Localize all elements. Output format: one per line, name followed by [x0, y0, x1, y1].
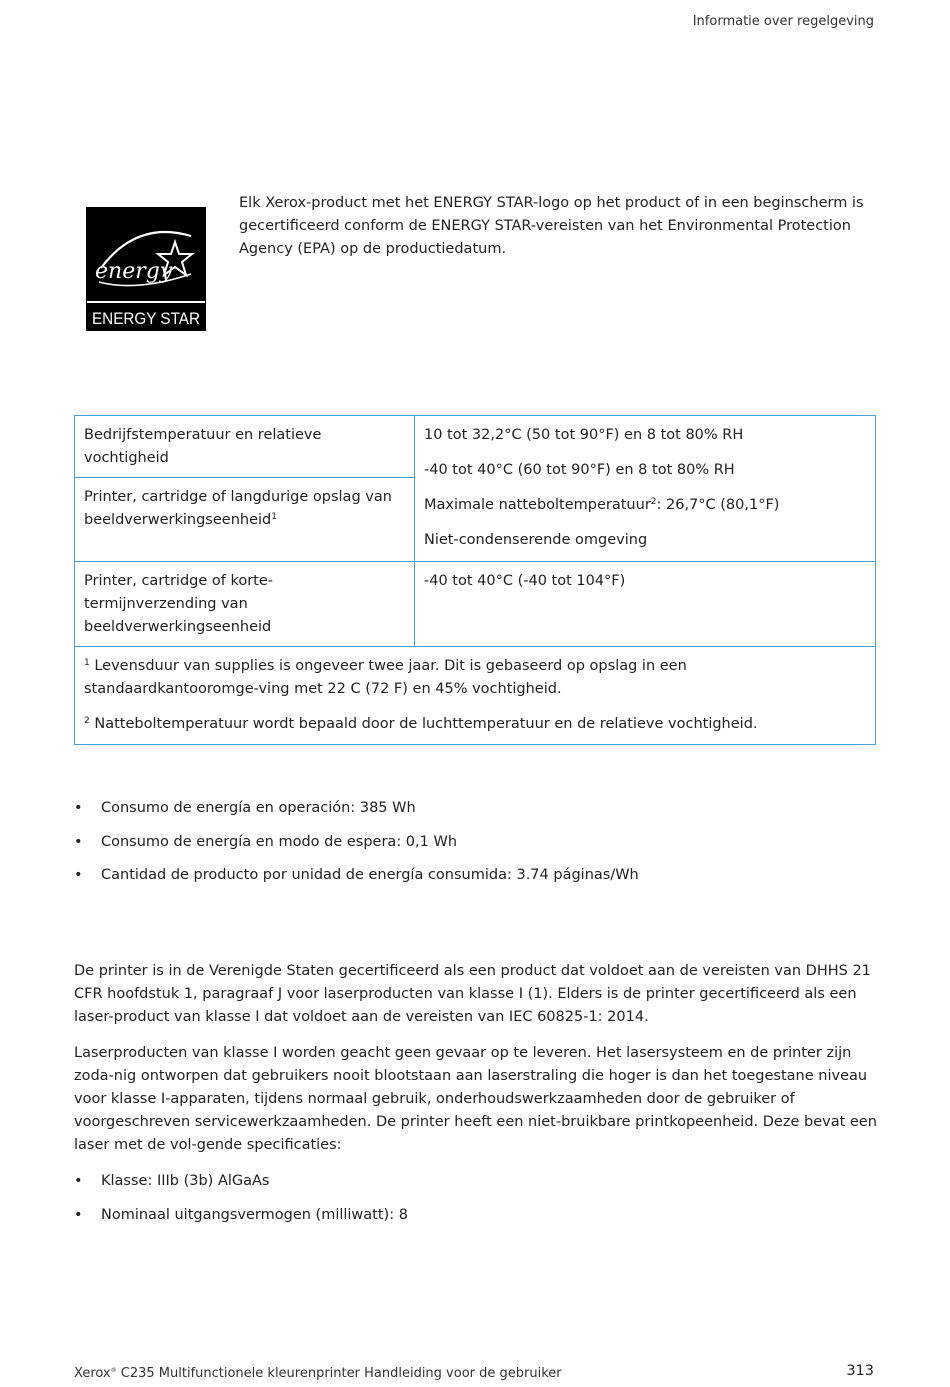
value-line: 10 tot 32,2°C (50 tot 90°F) en 8 tot 80% RH — [424, 427, 744, 443]
table-row — [75, 416, 875, 561]
list-item: • Klasse: IIIb (3b) AlGaAs — [74, 1170, 874, 1193]
table-footnotes — [75, 646, 875, 744]
running-header: Informatie over regelgeving — [692, 14, 874, 29]
energy-star-description: Elk Xerox-product met het ENERGY STAR-logo op het product of in een beginscherm is gecertificeerd conform de ENERGY STAR-vereisten van het Environmental Protection Agency (EPA) op de productiedatum. — [239, 195, 864, 257]
value-line — [415, 486, 875, 521]
logo-label: ENERGY STAR — [92, 309, 200, 328]
row2-label-text: Printer, cartridge of langdurige opslag van beeldverwerkingseenheid — [84, 489, 392, 528]
list-item: • Consumo de energía en modo de espera: 0,1 Wh — [74, 831, 874, 854]
laser-paragraph-1: De printer is in de Verenigde Staten gecertificeerd als een product dat voldoet aan de vereisten van DHHS 21 CFR hoofdstuk 1, paragraaf J voor laserproducten van klasse I (1). Elders is de printer gecertificeerd als een laser-product van klasse I dat voldoet aan de vereisten van IEC 60825-1: 2014. — [74, 963, 871, 1025]
list-item: • Consumo de energía en operación: 385 Wh — [74, 797, 874, 820]
laser-spec-list — [74, 1170, 874, 1237]
environment-specs-table — [74, 415, 876, 745]
energy-star-logo-icon — [87, 208, 205, 330]
footnote-2 — [84, 713, 866, 736]
footnote-2-text: Natteboltemperatuur wordt bepaald door de luchttemperatuur en de relatieve vochtigheid. — [89, 716, 758, 732]
label-column — [75, 562, 415, 646]
footer-title-text: C235 Multifunctionele kleurenprinter Handleiding voor de gebruiker — [116, 1366, 562, 1381]
laser-paragraph-2: Laserproducten van klasse I worden geacht geen gevaar op te leveren. Het lasersysteem en de printer zijn zoda-nig ontworpen dat gebruikers nooit blootstaan aan laserstraling die hoger is dan het toegestane niveau voor klasse I-apparaten, tijdens normaal gebruik, onderhoudswerkzaamheden door de gebruiker of voorgeschreven servicewerkzaamheden. De printer heeft een niet-bruikbare printkopeenheid. Deze bevat een laser met de vol-gende specificaties: — [74, 1045, 877, 1153]
row1-label: Bedrijfstemperatuur en relatieve vochtigheid — [84, 427, 322, 466]
list-item: • Nominaal uitgangsvermogen (milliwatt): 8 — [74, 1204, 874, 1227]
row3-label: Printer, cartridge of korte-termijnverzending van beeldverwerkingseenheid — [84, 573, 274, 635]
row2-label-footnote: 1 — [271, 512, 277, 522]
footnote-1-text: Levensduur van supplies is ongeveer twee jaar. Dit is gebaseerd op opslag in een standaardkantooromge-ving met 22 C (72 F) en 45% vochtigheid. — [84, 658, 687, 697]
list-item: • Cantidad de producto por unidad de energía consumida: 3.74 páginas/Wh — [74, 864, 874, 887]
footnote-1 — [84, 655, 866, 701]
footnote-1-mark: 1 — [84, 658, 90, 668]
footer-brand-mark: ® — [110, 1367, 117, 1374]
value-column — [415, 562, 875, 646]
row3-value: -40 tot 40°C (-40 tot 104°F) — [424, 573, 626, 589]
page-number: 313 — [846, 1363, 874, 1379]
value-line: -40 tot 40°C (60 tot 90°F) en 8 tot 80% RH — [424, 462, 735, 478]
logo-script-text: energy — [95, 259, 173, 284]
footnote-2-mark: 2 — [84, 716, 90, 726]
value-text: : 26,7°C (80,1°F) — [656, 497, 780, 513]
value-text: Maximale natteboltemperatuur — [424, 497, 651, 513]
footer-title — [74, 1366, 562, 1381]
value-column — [415, 416, 875, 561]
table-row — [75, 561, 875, 646]
energy-star-logo — [86, 207, 206, 331]
value-line: Niet-condenserende omgeving — [424, 532, 648, 548]
value-footnote: 2 — [650, 497, 657, 507]
label-column — [75, 416, 415, 561]
footer-brand: Xerox — [74, 1366, 111, 1381]
energy-consumption-list — [74, 797, 874, 898]
row2-label — [75, 477, 414, 539]
